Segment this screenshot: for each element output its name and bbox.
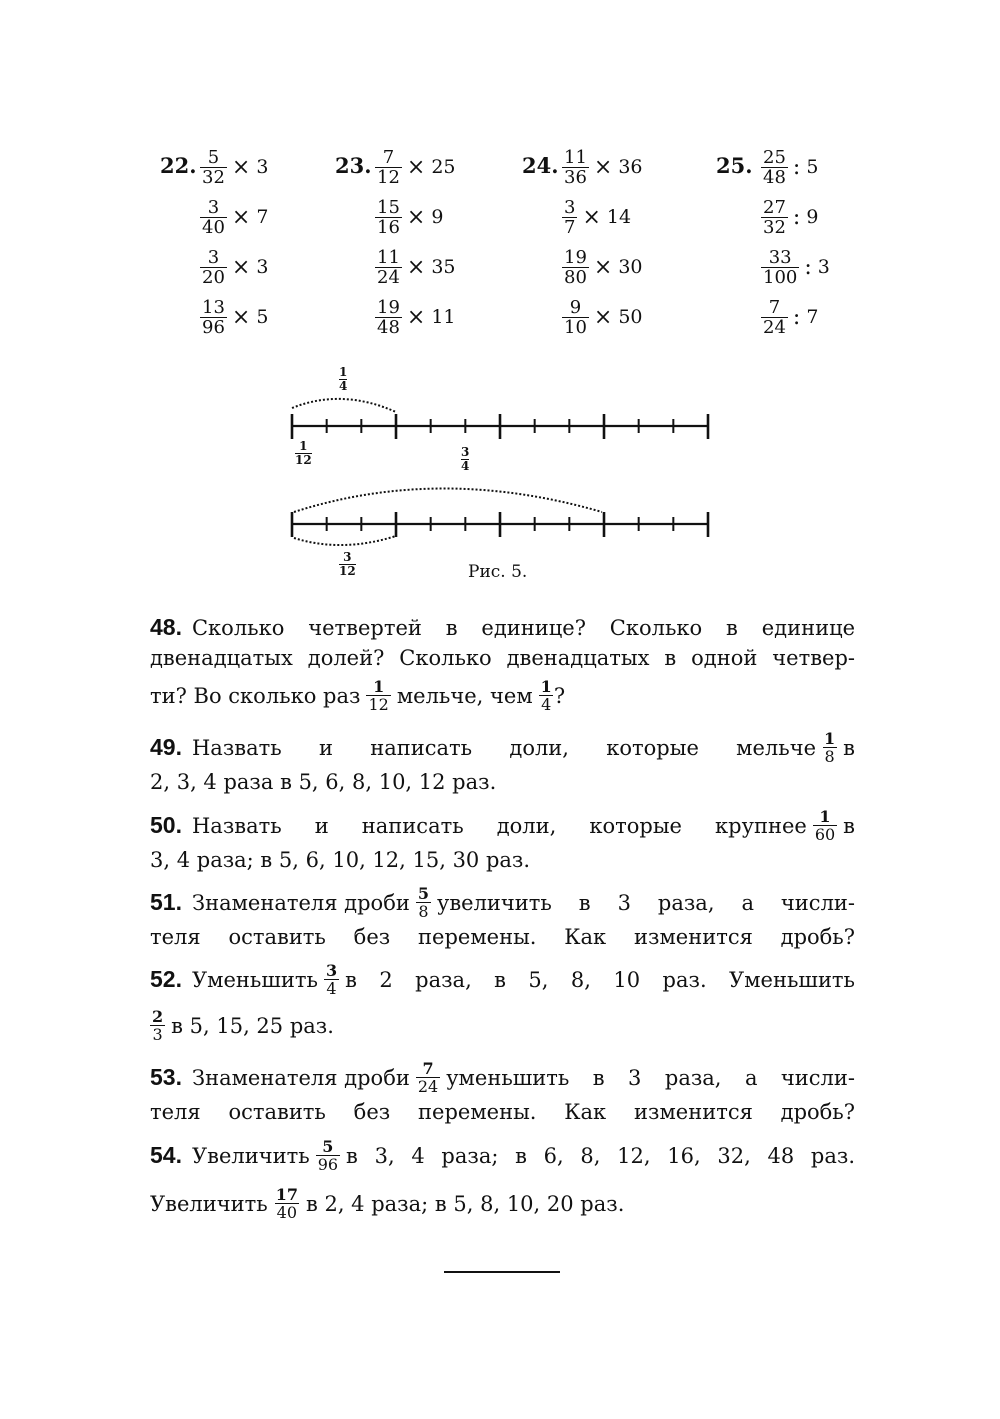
fraction bbox=[416, 885, 431, 920]
figure-number-lines bbox=[280, 360, 720, 590]
exercise-row bbox=[562, 293, 643, 341]
problem-line bbox=[150, 925, 855, 949]
problem-text: в bbox=[843, 813, 855, 838]
label-den: 4 bbox=[339, 379, 348, 393]
fraction bbox=[150, 1008, 165, 1043]
fraction bbox=[761, 198, 788, 237]
fraction bbox=[316, 1138, 340, 1173]
fraction bbox=[562, 148, 589, 187]
operator-sign: : bbox=[804, 254, 812, 280]
problem-text: в 5, 15, 25 раз. bbox=[171, 1013, 334, 1038]
fraction-num: 27 bbox=[763, 196, 786, 218]
problem-line bbox=[150, 1138, 855, 1173]
fraction bbox=[761, 298, 788, 337]
exercise-number: 25. bbox=[716, 153, 753, 178]
exercise-row bbox=[761, 193, 818, 241]
label-den: 12 bbox=[339, 564, 356, 578]
fraction bbox=[200, 198, 227, 237]
exercise-row bbox=[761, 243, 830, 291]
fraction-num: 7 bbox=[768, 296, 781, 318]
operand: 3 bbox=[256, 256, 269, 278]
fraction-num: 33 bbox=[768, 246, 792, 268]
number-line-bottom bbox=[292, 512, 708, 537]
problem-number: 52. bbox=[150, 966, 182, 992]
fraction-num: 17 bbox=[275, 1185, 298, 1204]
operand: 14 bbox=[606, 206, 632, 228]
fraction-num: 7 bbox=[382, 146, 395, 168]
operator-sign: : bbox=[792, 154, 801, 180]
problem-text: 2, 3, 4 раза в 5, 6, 8, 10, 12 раз. bbox=[150, 770, 497, 794]
operator-sign: × bbox=[231, 154, 251, 180]
fraction-num: 11 bbox=[377, 246, 400, 268]
fraction bbox=[375, 248, 402, 287]
fraction bbox=[375, 198, 402, 237]
fraction bbox=[366, 678, 390, 713]
operator-sign: : bbox=[792, 204, 801, 230]
fraction bbox=[562, 248, 589, 287]
operator-sign: : bbox=[792, 304, 801, 330]
fraction-den: 48 bbox=[763, 166, 786, 188]
problem-text: Назвать и написать доли, которые мельче bbox=[191, 735, 817, 760]
fraction-num: 5 bbox=[207, 146, 220, 168]
label-three-quarters bbox=[461, 446, 469, 473]
problem-text: в 2 раза, в 5, 8, 10 раз. Уменьшить bbox=[345, 967, 855, 992]
label-three-twelfths bbox=[339, 551, 356, 578]
fraction bbox=[200, 148, 227, 187]
fraction bbox=[761, 248, 799, 287]
operator-sign: × bbox=[593, 304, 613, 330]
fraction-den: 4 bbox=[326, 979, 337, 998]
exercise-row bbox=[200, 193, 268, 241]
fraction-den: 12 bbox=[368, 695, 389, 714]
operator-sign: × bbox=[406, 304, 426, 330]
figure-caption: Рис. 5. bbox=[468, 562, 528, 582]
operator-sign: × bbox=[593, 154, 613, 180]
problem-number: 53. bbox=[150, 1064, 182, 1090]
operator-sign: × bbox=[231, 304, 251, 330]
fraction bbox=[562, 198, 577, 237]
problem-number: 49. bbox=[150, 734, 182, 760]
exercise-row bbox=[375, 143, 456, 191]
problem-text: Увеличить bbox=[191, 1143, 310, 1168]
operator-sign: × bbox=[231, 254, 251, 280]
fraction-den: 10 bbox=[564, 316, 587, 338]
exercise-row bbox=[562, 143, 643, 191]
exercise-row bbox=[761, 143, 818, 191]
problem-line bbox=[150, 1100, 855, 1124]
problem-line bbox=[150, 1060, 855, 1095]
operand: 36 bbox=[618, 156, 643, 178]
fraction-den: 96 bbox=[317, 1155, 339, 1174]
operand: 3 bbox=[256, 156, 269, 178]
operator-sign: × bbox=[582, 204, 601, 230]
fraction-den: 16 bbox=[377, 216, 400, 238]
fraction bbox=[562, 298, 589, 337]
problem-text: увеличить в 3 раза, а числи- bbox=[436, 890, 855, 915]
operand: 35 bbox=[431, 256, 456, 278]
exercise-row bbox=[200, 143, 268, 191]
fraction-den: 7 bbox=[564, 216, 576, 238]
arc-three-quarters bbox=[294, 489, 602, 513]
exercise-number: 24. bbox=[522, 153, 559, 178]
fraction bbox=[416, 1060, 440, 1095]
operand: 25 bbox=[431, 156, 456, 178]
fraction-num: 5 bbox=[322, 1137, 334, 1156]
exercise-row bbox=[200, 243, 268, 291]
fraction bbox=[375, 298, 402, 337]
fraction-num: 1 bbox=[819, 807, 831, 826]
fraction-den: 12 bbox=[377, 166, 400, 188]
fraction-num: 3 bbox=[325, 961, 338, 980]
fraction-den: 32 bbox=[763, 216, 786, 238]
problem-text: Уменьшить bbox=[191, 967, 318, 992]
label-one-twelfth bbox=[295, 440, 312, 467]
fraction-num: 2 bbox=[152, 1007, 164, 1026]
fraction-den: 80 bbox=[564, 266, 587, 288]
fraction-den: 40 bbox=[276, 1203, 298, 1222]
exercise-number: 22. bbox=[160, 153, 197, 178]
label-one-quarter bbox=[339, 366, 347, 393]
fraction bbox=[324, 962, 339, 997]
problem-text: в 3, 4 раза; в 6, 8, 12, 16, 32, 48 раз. bbox=[346, 1143, 855, 1168]
problem-text: Назвать и написать доли, которые крупнее bbox=[191, 813, 807, 838]
fraction-num: 19 bbox=[564, 246, 587, 268]
label-num: 1 bbox=[299, 439, 308, 453]
label-den: 12 bbox=[295, 453, 312, 467]
problem-text: Сколько четвертей в единице? Сколько в единице bbox=[191, 615, 855, 640]
fraction-num: 1 bbox=[540, 677, 552, 696]
fraction-num: 1 bbox=[824, 729, 836, 748]
fraction-den: 24 bbox=[763, 316, 786, 338]
number-line-top bbox=[292, 414, 708, 439]
problem-text: теля оставить без перемены. Как изменится дробь? bbox=[150, 925, 855, 949]
fraction-den: 60 bbox=[814, 825, 836, 844]
operand: 5 bbox=[256, 306, 269, 328]
fraction-num: 13 bbox=[202, 296, 225, 318]
fraction-den: 96 bbox=[202, 316, 225, 338]
fraction-den: 3 bbox=[152, 1025, 163, 1044]
fraction bbox=[375, 148, 402, 187]
problem-line bbox=[150, 808, 855, 843]
fraction bbox=[200, 248, 227, 287]
fraction-num: 19 bbox=[377, 296, 400, 318]
fraction bbox=[200, 298, 227, 337]
problem-text: 3, 4 раза; в 5, 6, 10, 12, 15, 30 раз. bbox=[150, 848, 531, 872]
exercise-row bbox=[375, 293, 456, 341]
problem-text: в bbox=[843, 735, 855, 760]
arc-one-quarter bbox=[292, 399, 396, 412]
fraction bbox=[761, 148, 788, 187]
label-den: 4 bbox=[461, 459, 470, 473]
end-rule bbox=[444, 1271, 560, 1273]
problem-line bbox=[150, 770, 855, 794]
operand: 5 bbox=[806, 156, 819, 178]
label-num: 3 bbox=[343, 550, 352, 564]
operator-sign: × bbox=[231, 204, 251, 230]
operator-sign: × bbox=[406, 254, 426, 280]
problem-text: Увеличить bbox=[150, 1191, 268, 1216]
problem-text: мельче, чем bbox=[396, 683, 533, 708]
problem-number: 48. bbox=[150, 614, 182, 640]
problem-line bbox=[150, 1186, 855, 1221]
fraction-den: 40 bbox=[202, 216, 225, 238]
problem-line bbox=[150, 848, 855, 872]
label-num: 3 bbox=[461, 445, 470, 459]
fraction-num: 11 bbox=[564, 146, 587, 168]
fraction-den: 8 bbox=[418, 902, 429, 921]
problem-line bbox=[150, 962, 855, 997]
operator-sign: × bbox=[593, 254, 613, 280]
operand: 9 bbox=[806, 206, 819, 228]
fraction-den: 36 bbox=[564, 166, 587, 188]
problem-text: Знаменателя дроби bbox=[191, 890, 410, 915]
problem-text: теля оставить без перемены. Как изменится дробь? bbox=[150, 1100, 855, 1124]
fraction-den: 100 bbox=[763, 266, 798, 288]
fraction-num: 5 bbox=[417, 884, 429, 903]
operand: 50 bbox=[618, 306, 643, 328]
label-num: 1 bbox=[339, 365, 348, 379]
fraction bbox=[822, 730, 837, 765]
problem-line bbox=[150, 678, 855, 713]
fraction bbox=[274, 1186, 300, 1221]
operand: 7 bbox=[806, 306, 819, 328]
problem-text: в 2, 4 раза; в 5, 8, 10, 20 раз. bbox=[305, 1191, 625, 1216]
arc-three-twelfths bbox=[294, 536, 396, 545]
problem-line bbox=[150, 1008, 855, 1043]
operand: 7 bbox=[256, 206, 269, 228]
fraction-den: 24 bbox=[417, 1077, 439, 1096]
problem-line bbox=[150, 730, 855, 765]
fraction-num: 3 bbox=[207, 246, 220, 268]
fraction-num: 1 bbox=[373, 677, 385, 696]
operand: 9 bbox=[431, 206, 444, 228]
operand: 30 bbox=[618, 256, 643, 278]
fraction-num: 25 bbox=[763, 146, 786, 168]
operator-sign: × bbox=[406, 154, 426, 180]
fraction-den: 8 bbox=[824, 747, 835, 766]
exercise-row bbox=[761, 293, 818, 341]
problem-line bbox=[150, 614, 855, 641]
exercise-row bbox=[375, 193, 443, 241]
fraction-num: 15 bbox=[377, 196, 400, 218]
exercise-number: 23. bbox=[335, 153, 372, 178]
fraction-num: 9 bbox=[569, 296, 582, 318]
problem-number: 51. bbox=[150, 889, 182, 915]
fraction-num: 7 bbox=[422, 1059, 434, 1078]
fraction-num: 3 bbox=[564, 196, 576, 218]
problem-text: уменьшить в 3 раза, а числи- bbox=[446, 1065, 855, 1090]
fraction-den: 20 bbox=[202, 266, 225, 288]
problem-number: 50. bbox=[150, 812, 182, 838]
problem-line bbox=[150, 885, 855, 920]
problem-number: 54. bbox=[150, 1142, 182, 1168]
fraction bbox=[539, 678, 554, 713]
fraction-num: 3 bbox=[207, 196, 220, 218]
problem-line bbox=[150, 646, 855, 670]
exercise-row bbox=[200, 293, 268, 341]
problem-text: Знаменателя дроби bbox=[191, 1065, 410, 1090]
problem-text: ти? Во сколько раз bbox=[150, 683, 361, 708]
fraction-den: 4 bbox=[541, 695, 552, 714]
fraction-den: 32 bbox=[202, 166, 225, 188]
fraction-den: 24 bbox=[377, 266, 400, 288]
problem-text: ? bbox=[553, 683, 566, 708]
exercise-row bbox=[562, 193, 631, 241]
operand: 11 bbox=[431, 306, 456, 328]
problem-text: двенадцатых долей? Сколько двенадцатых в одной четвер- bbox=[150, 646, 855, 670]
operand: 3 bbox=[817, 256, 830, 278]
operator-sign: × bbox=[406, 204, 426, 230]
exercise-row bbox=[375, 243, 456, 291]
exercise-row bbox=[562, 243, 643, 291]
fraction bbox=[813, 808, 837, 843]
fraction-den: 48 bbox=[377, 316, 400, 338]
